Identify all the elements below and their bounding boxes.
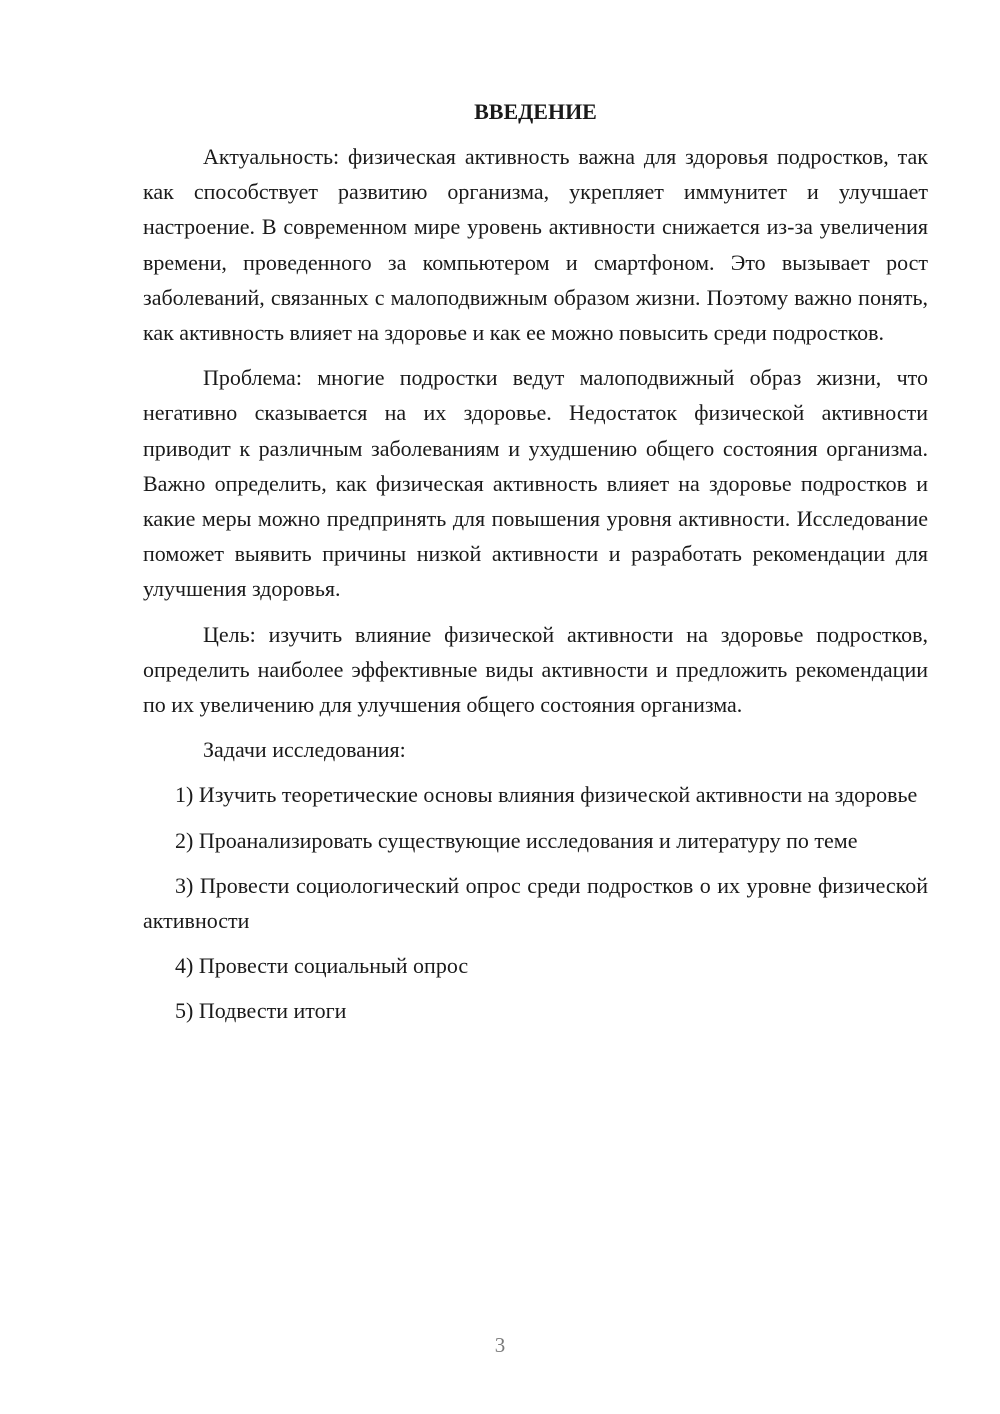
paragraph-goal: Цель: изучить влияние физической активности на здоровье подростков, определить наиболее эффективные виды активности и предложить рекомендации по их увеличению для улучшения общего состояния организма.: [143, 621, 928, 718]
document-body: [143, 94, 928, 1039]
task-item-2: 2) Проанализировать существующие исследования и литературу по теме: [175, 827, 858, 853]
paragraph-problem: Проблема: многие подростки ведут малоподвижный образ жизни, что негативно сказывается на их здоровье. Недостаток физической активности приводит к различным заболеваниям и ухудшению общего состояния организма. Важно определить, как физическая активность влияет на здоровье подростков и какие меры можно предпринять для повышения уровня активности. Исследование поможет выявить причины низкой активности и разработать рекомендации для улучшения здоровья.: [143, 365, 928, 602]
tasks-heading: Задачи исследования:: [203, 737, 406, 763]
task-item-1: 1) Изучить теоретические основы влияния физической активности на здоровье: [175, 782, 918, 808]
paragraph-relevance: Актуальность: физическая активность важна для здоровья подростков, так как способствует развитию организма, укрепляет иммунитет и улучшает настроение. В современном мире уровень активности снижается из-за увеличения времени, проведенного за компьютером и смартфоном. Это вызывает рост заболеваний, связанных с малоподвижным образом жизни. Поэтому важно понять, как активность влияет на здоровье и как ее можно повысить среди подростков.: [143, 144, 928, 346]
task-item-5: 5) Подвести итоги: [175, 998, 347, 1024]
task-item-3: 3) Провести социологический опрос среди подростков о их уровне физической активности: [143, 872, 928, 934]
tasks-list: [143, 777, 928, 1028]
task-item-4: 4) Провести социальный опрос: [175, 953, 469, 979]
page-number: 3: [494, 1333, 506, 1357]
section-title: ВВЕДЕНИЕ: [474, 99, 597, 124]
